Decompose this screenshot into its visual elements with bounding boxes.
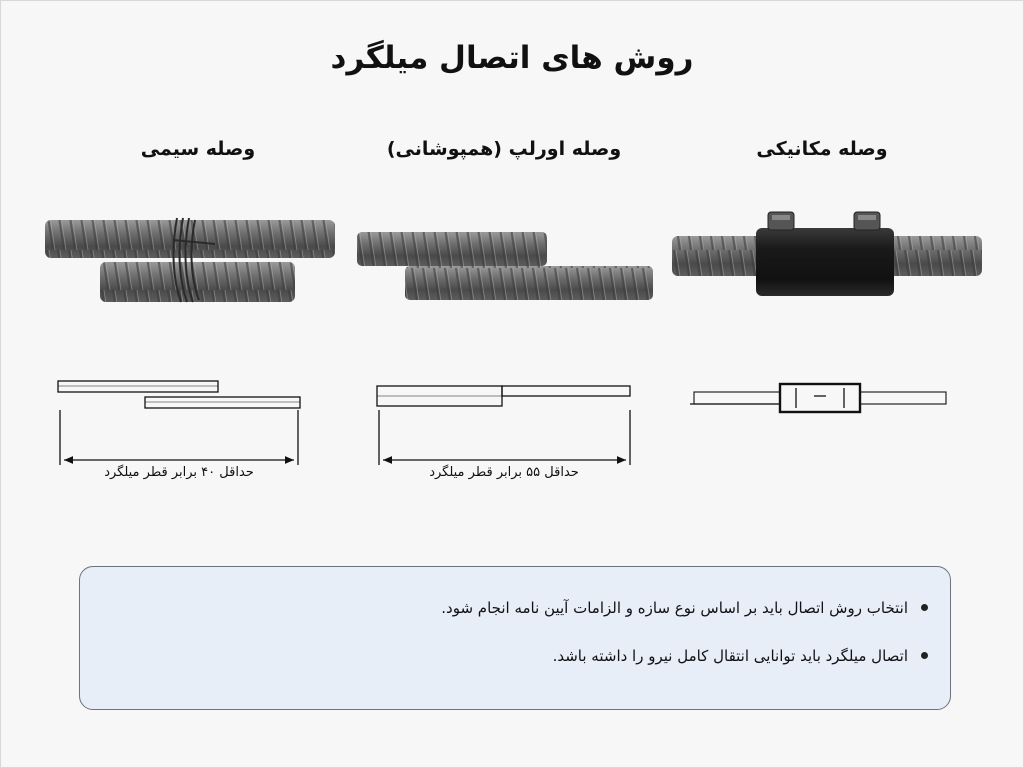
overlap-splice-diagram <box>377 386 630 470</box>
column-title-wire-splice: وصله سیمی <box>140 138 256 160</box>
wire-splice-length-label: حداقل ۴۰ برابر قطر میلگرد <box>49 465 309 480</box>
notes-box <box>79 566 951 710</box>
wire-splice-diagram <box>58 381 300 470</box>
overlap-splice-length-label: حداقل ۵۵ برابر قطر میلگرد <box>374 465 634 480</box>
column-title-mechanical-splice: وصله مکانیکی <box>756 138 888 160</box>
bullet-icon <box>921 604 928 611</box>
notes-list <box>110 597 930 693</box>
note-text: انتخاب روش اتصال باید بر اساس نوع سازه و الزامات آیین نامه انجام شود. <box>441 599 908 617</box>
note-item <box>110 597 930 619</box>
note-item <box>110 645 930 667</box>
mechanical-splice-diagram <box>690 384 946 412</box>
column-title-overlap-splice: وصله اورلپ (همپوشانی) <box>386 138 622 160</box>
note-text: اتصال میلگرد باید توانایی انتقال کامل نیرو را داشته باشد. <box>552 647 908 665</box>
page-title: روش های اتصال میلگرد <box>330 40 694 76</box>
bullet-icon <box>921 652 928 659</box>
